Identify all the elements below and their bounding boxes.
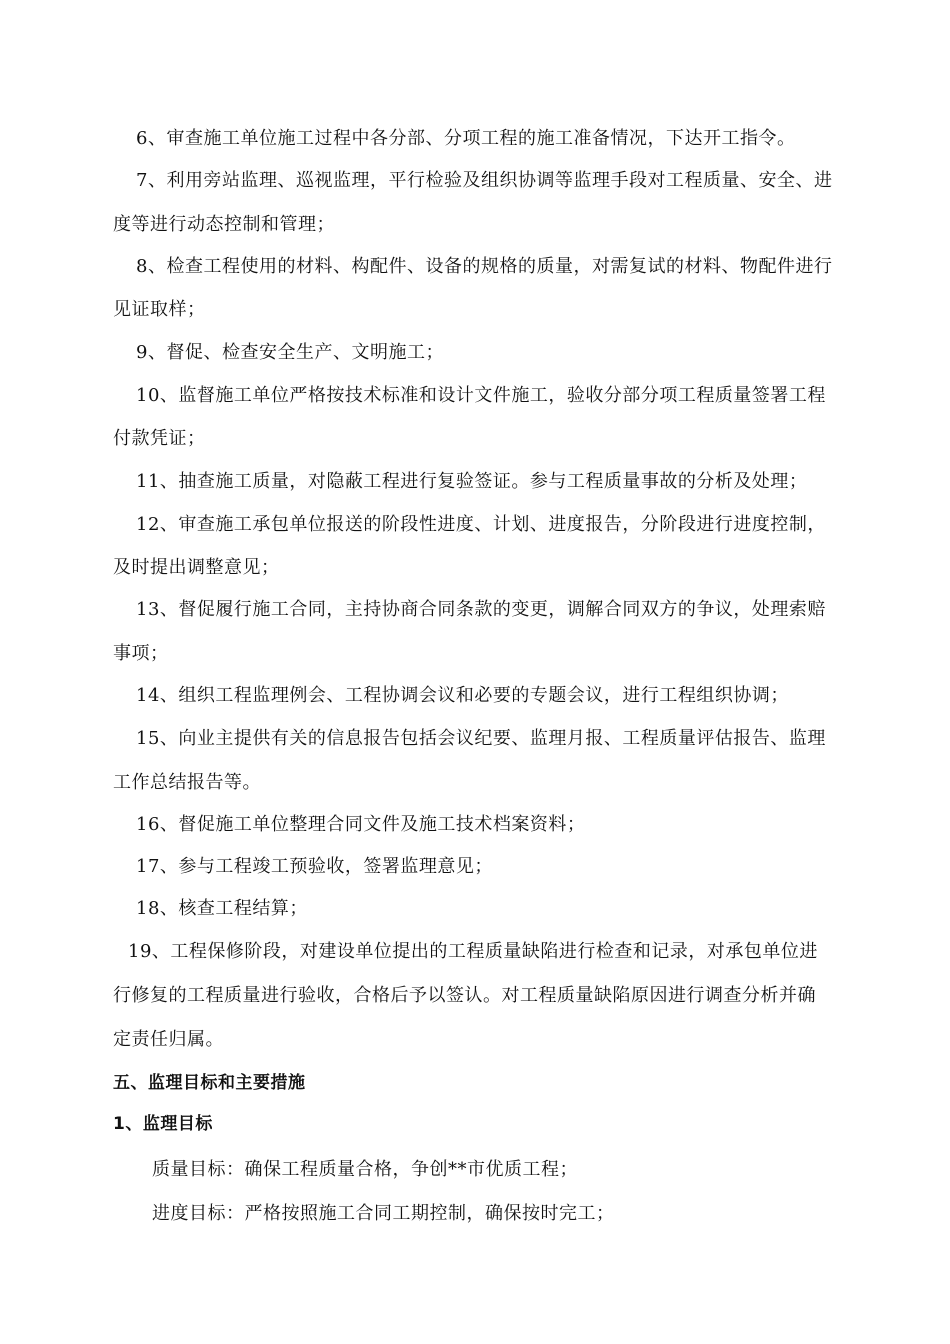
quality-target-line: 质量目标：确保工程质量合格，争创**市优质工程； <box>152 1159 578 1180</box>
item-14-line-1: 14、组织工程监理例会、工程协调会议和必要的专题会议，进行工程组织协调； <box>136 685 789 706</box>
item-19-line-2: 行修复的工程质量进行验收，合格后予以签认。对工程质量缺陷原因进行调查分析并确 <box>113 985 816 1006</box>
item-6-line-1: 6、审查施工单位施工过程中各分部、分项工程的施工准备情况，下达开工指令。 <box>136 128 796 149</box>
section-heading: 五、监理目标和主要措施 <box>113 1073 306 1093</box>
item-11-line-1: 11、抽查施工质量，对隐蔽工程进行复验签证。参与工程质量事故的分析及处理； <box>136 471 808 492</box>
subsection-heading: 1、监理目标 <box>113 1114 213 1134</box>
item-10-line-2: 付款凭证； <box>113 428 206 449</box>
item-7-line-2: 度等进行动态控制和管理； <box>113 214 335 235</box>
item-10-line-1: 10、监督施工单位严格按技术标准和设计文件施工，验收分部分项工程质量签署工程 <box>136 385 826 406</box>
item-17-line-1: 17、参与工程竣工预验收，签署监理意见； <box>136 856 493 877</box>
item-16-line-1: 16、督促施工单位整理合同文件及施工技术档案资料； <box>136 814 586 835</box>
item-8-line-1: 8、检查工程使用的材料、构配件、设备的规格的质量，对需复试的材料、物配件进行 <box>136 256 833 277</box>
item-9-line-1: 9、督促、检查安全生产、文明施工； <box>136 342 444 363</box>
item-13-line-1: 13、督促履行施工合同，主持协商合同条款的变更，调解合同双方的争议，处理索赔 <box>136 599 826 620</box>
item-7-line-1: 7、利用旁站监理、巡视监理，平行检验及组织协调等监理手段对工程质量、安全、进 <box>136 170 833 191</box>
item-12-line-1: 12、审查施工承包单位报送的阶段性进度、计划、进度报告，分阶段进行进度控制， <box>136 514 826 535</box>
item-19-line-1: 19、工程保修阶段，对建设单位提出的工程质量缺陷进行检查和记录，对承包单位进 <box>128 941 818 962</box>
item-18-line-1: 18、核查工程结算； <box>136 898 308 919</box>
item-15-line-2: 工作总结报告等。 <box>113 772 261 793</box>
item-12-line-2: 及时提出调整意见； <box>113 557 280 578</box>
item-8-line-2: 见证取样； <box>113 299 206 320</box>
schedule-target-line: 进度目标：严格按照施工合同工期控制，确保按时完工； <box>152 1203 615 1224</box>
item-13-line-2: 事项； <box>113 643 169 664</box>
item-15-line-1: 15、向业主提供有关的信息报告包括会议纪要、监理月报、工程质量评估报告、监理 <box>136 728 826 749</box>
item-19-line-3: 定责任归属。 <box>113 1029 224 1050</box>
